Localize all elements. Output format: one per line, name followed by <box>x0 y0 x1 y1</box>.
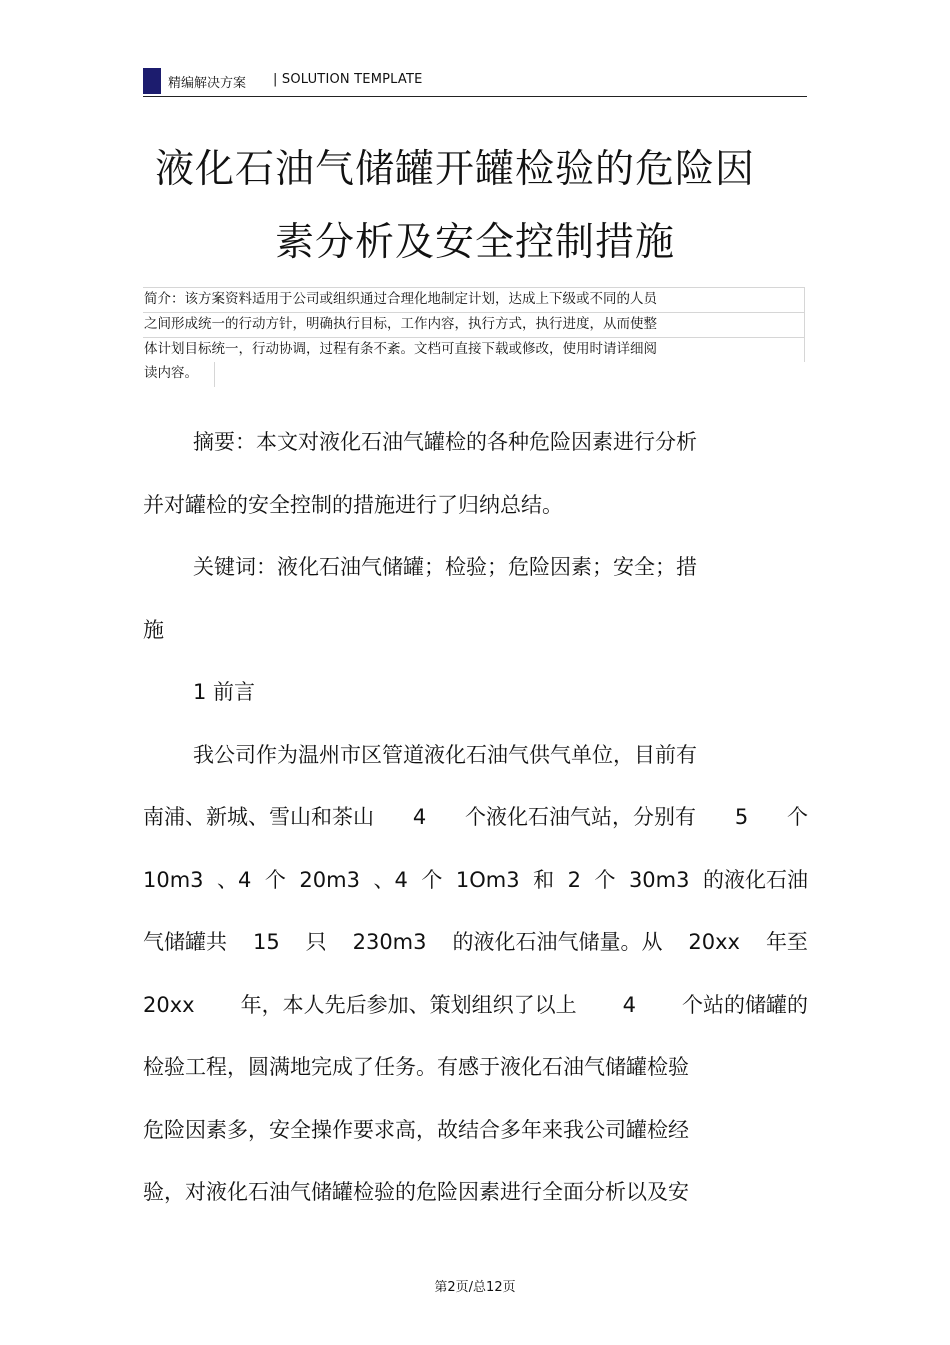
text-run: 个 <box>787 805 808 829</box>
text-run: 个 <box>264 867 286 892</box>
text-run: 、4 <box>217 867 252 892</box>
text-run: 南浦、新城、雪山和茶山 <box>143 805 374 829</box>
text-run: 1Om3 <box>455 867 520 892</box>
text-run: 20xx <box>688 930 740 954</box>
document-body <box>143 411 808 1224</box>
text-run: 5 <box>734 805 749 829</box>
paragraph-line <box>143 849 808 912</box>
intro-line: 读内容。 <box>143 362 215 387</box>
text-run: 20xx <box>143 992 195 1017</box>
text-run: 30m3 <box>628 867 690 892</box>
paragraph-line: 危险因素多，安全操作要求高，故结合多年来我公司罐检经 <box>143 1117 689 1142</box>
keywords-line: 施 <box>143 617 164 642</box>
abstract-line: 并对罐检的安全控制的措施进行了归纳总结。 <box>143 492 563 517</box>
text-run: 的液化石油 <box>702 867 808 892</box>
paragraph-line: 检验工程，圆满地完成了任务。有感于液化石油气储罐检验 <box>143 1055 689 1079</box>
text-run: 年，本人先后参加、策划组织了以上 <box>240 992 577 1017</box>
text-run: 个 <box>594 867 616 892</box>
intro-box <box>143 287 805 387</box>
paragraph-line <box>143 974 808 1037</box>
text-run: 4 <box>622 992 636 1017</box>
text-run: 只 <box>305 930 327 954</box>
paragraph-line: 验，对液化石油气储罐检验的危险因素进行全面分析以及安 <box>143 1180 689 1204</box>
text-run: 4 <box>412 805 427 829</box>
text-run: 的液化石油气储量。从 <box>452 930 663 954</box>
section-heading: 1 前言 <box>193 680 256 704</box>
paragraph-line <box>143 911 808 974</box>
text-run: 、4 <box>373 867 408 892</box>
text-run: 年至 <box>765 930 808 954</box>
header-tagline: | SOLUTION TEMPLATE <box>273 72 423 87</box>
keywords-line: 关键词：液化石油气储罐；检验；危险因素；安全；措 <box>193 555 697 579</box>
text-run: 个 <box>421 867 443 892</box>
intro-line: 体计划目标统一，行动协调，过程有条不紊。文档可直接下载或修改，使用时请详细阅 <box>143 337 805 362</box>
text-run: 2 <box>567 867 581 892</box>
text-run: 和 <box>533 867 555 892</box>
text-run: 15 <box>252 930 280 954</box>
intro-line: 简介：该方案资料适用于公司或组织通过合理化地制定计划，达成上下级或不同的人员 <box>143 287 805 312</box>
abstract-line: 摘要：本文对液化石油气罐检的各种危险因素进行分析 <box>193 430 697 454</box>
paragraph-line: 我公司作为温州市区管道液化石油气供气单位，目前有 <box>193 742 697 767</box>
text-run: 20m3 <box>299 867 360 892</box>
text-run: 气储罐共 <box>143 930 227 954</box>
text-run: 10m3 <box>143 867 204 892</box>
document-title-line-1: 液化石油气储罐开罐检验的危险因 <box>154 147 755 192</box>
text-run: 个站的储罐的 <box>682 992 808 1017</box>
page-header <box>143 66 807 97</box>
intro-line: 之间形成统一的行动方针，明确执行目标，工作内容，执行方式，执行进度，从而使整 <box>143 312 805 337</box>
header-brand: 精编解决方案 <box>168 76 247 91</box>
logo-icon <box>143 68 161 94</box>
page-number: 第2页/总12页 <box>434 1280 516 1295</box>
paragraph-line <box>143 786 808 849</box>
text-run: 230m3 <box>352 930 427 954</box>
document-title-line-2: 素分析及安全控制措施 <box>274 220 675 265</box>
text-run: 个液化石油气站，分别有 <box>465 805 696 829</box>
